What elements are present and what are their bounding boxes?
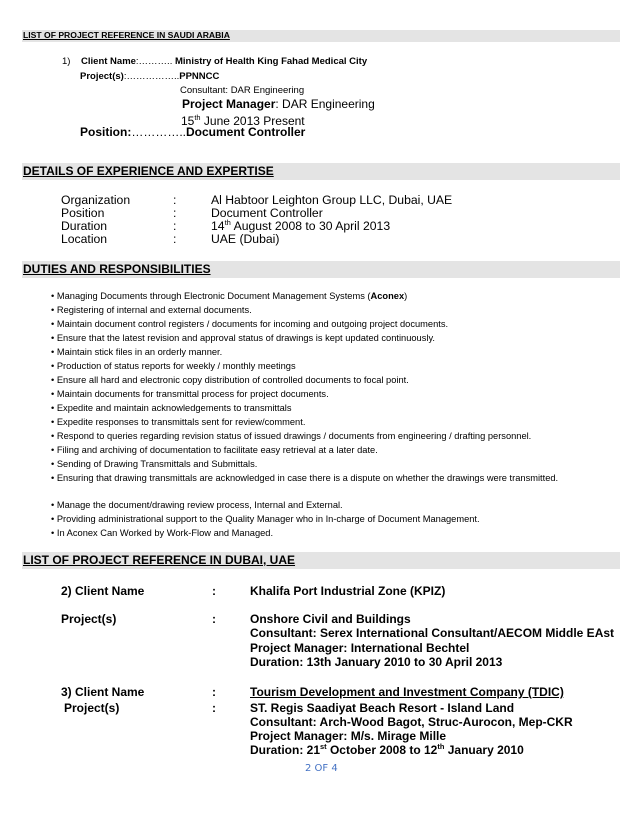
duty-text: Ensure that the latest revision and approval status of drawings is kept updated continuously. bbox=[56, 333, 435, 343]
duty-text: Production of status reports for weekly / monthly meetings bbox=[56, 361, 296, 371]
p2-project-colon: : bbox=[212, 612, 216, 626]
project-label: Project(s) bbox=[80, 71, 124, 82]
date-day: 15 bbox=[181, 114, 195, 128]
date-rest: June 2013 Present bbox=[200, 114, 305, 128]
bullet-icon: • bbox=[51, 375, 55, 385]
duration-day: 14 bbox=[211, 219, 225, 233]
duty-text: Providing administrational support to the Quality Manager who in In-charge of Document Management. bbox=[56, 514, 480, 524]
bullet-icon: • bbox=[51, 528, 55, 538]
duration-suffix: th bbox=[437, 742, 445, 751]
p2-project-label: Project(s) bbox=[61, 612, 117, 626]
bullet-icon: • bbox=[51, 361, 55, 371]
bullet-icon: • bbox=[51, 417, 55, 427]
duty-item bbox=[51, 332, 611, 346]
duty-text: Registering of internal and external documents. bbox=[56, 305, 252, 315]
p3-project-label: Project(s) bbox=[64, 701, 120, 715]
duty-item bbox=[51, 513, 611, 527]
row-value: Document Controller bbox=[211, 206, 323, 220]
duty-text: Maintain document control registers / documents for incoming and outgoing project documents. bbox=[56, 319, 449, 329]
duties-heading: DUTIES AND RESPONSIBILITIES bbox=[23, 262, 211, 276]
project-dots: :…………….. bbox=[123, 71, 180, 82]
duty-item bbox=[51, 458, 611, 472]
duty-text: Respond to queries regarding revision status of issued drawings / documents from engineering / drafting personnel. bbox=[56, 431, 532, 441]
bullet-icon: • bbox=[51, 500, 55, 510]
duty-item bbox=[51, 402, 611, 416]
duty-text: Maintain documents for transmittal process for project documents. bbox=[56, 389, 329, 399]
duty-item bbox=[51, 360, 611, 374]
p3-client-label: 3) Client Name bbox=[61, 685, 145, 699]
pm-value: : DAR Engineering bbox=[275, 97, 375, 111]
project-value: PPNNCC bbox=[179, 71, 220, 82]
duty-text: Manage the document/drawing review process, Internal and External. bbox=[56, 500, 343, 510]
duty-item bbox=[51, 472, 611, 486]
dubai-heading: LIST OF PROJECT REFERENCE IN DUBAI, UAE bbox=[23, 553, 296, 567]
position-line bbox=[80, 125, 305, 139]
bullet-icon: • bbox=[51, 389, 55, 399]
row-label: Location bbox=[61, 232, 108, 246]
p2-consultant-line: Consultant: Serex International Consultant/AECOM Middle EAst bbox=[250, 626, 615, 640]
row-label: Duration bbox=[61, 219, 108, 233]
bullet-icon: • bbox=[51, 431, 55, 441]
duration-mid: October 2008 to 12 bbox=[326, 743, 438, 757]
duty-item bbox=[51, 527, 611, 541]
bullet-icon: • bbox=[51, 403, 55, 413]
bullet-icon: • bbox=[51, 473, 55, 483]
duty-item bbox=[51, 444, 611, 458]
bullet-icon: • bbox=[51, 305, 55, 315]
consultant-line: Consultant: DAR Engineering bbox=[180, 85, 305, 96]
bullet-icon: • bbox=[51, 333, 55, 343]
duration-suffix: th bbox=[224, 217, 231, 227]
p2-duration-line: Duration: 13th January 2010 to 30 April 2013 bbox=[250, 655, 503, 669]
bullet-icon: • bbox=[51, 459, 55, 469]
duration-rest: August 2008 to 30 April 2013 bbox=[230, 219, 391, 233]
row-colon: : bbox=[173, 232, 177, 246]
client-dots: :……….. bbox=[135, 56, 173, 67]
saudi-heading: LIST OF PROJECT REFERENCE IN SAUDI ARABIA bbox=[23, 30, 230, 40]
p2-project-line: Onshore Civil and Buildings bbox=[250, 612, 411, 626]
row-colon: : bbox=[173, 219, 177, 233]
position-value: Document Controller bbox=[186, 125, 306, 139]
row-value bbox=[211, 219, 390, 233]
duty-item bbox=[51, 416, 611, 430]
duty-text: Expedite responses to transmittals sent for review/comment. bbox=[56, 417, 306, 427]
p2-client-value: Khalifa Port Industrial Zone (KPIZ) bbox=[250, 584, 446, 598]
client-label: Client Name bbox=[81, 56, 136, 67]
row-colon: : bbox=[173, 206, 177, 220]
duty-text: Sending of Drawing Transmittals and Submittals. bbox=[56, 459, 258, 469]
bullet-icon: • bbox=[51, 347, 55, 357]
p3-consultant-line: Consultant: Arch-Wood Bagot, Struc-Aurocon, Mep-CKR bbox=[250, 715, 573, 729]
position-label: Position: bbox=[80, 125, 132, 139]
bullet-icon: • bbox=[51, 319, 55, 329]
page-number: 2 OF 4 bbox=[305, 763, 338, 774]
p3-client-value: Tourism Development and Investment Company (TDIC) bbox=[250, 685, 564, 699]
experience-heading: DETAILS OF EXPERIENCE AND EXPERTISE bbox=[23, 164, 274, 178]
date-suffix: th bbox=[194, 113, 201, 122]
duty-text-end: ) bbox=[404, 291, 408, 301]
row-colon: : bbox=[173, 193, 177, 207]
duty-item bbox=[51, 290, 611, 304]
duty-item bbox=[51, 304, 611, 318]
duty-text: Ensure all hard and electronic copy distribution of controlled documents to focal point. bbox=[56, 375, 409, 385]
aconex-label: Aconex bbox=[370, 291, 405, 301]
duration-suffix: st bbox=[320, 742, 327, 751]
p3-project-colon: : bbox=[212, 701, 216, 715]
duty-item bbox=[51, 318, 611, 332]
duty-item bbox=[51, 346, 611, 360]
duty-item bbox=[51, 374, 611, 388]
saudi-client-line bbox=[62, 56, 367, 67]
duration-start: Duration: 21 bbox=[250, 743, 321, 757]
duty-item bbox=[51, 499, 611, 513]
p3-project-line: ST. Regis Saadiyat Beach Resort - Island Land bbox=[250, 701, 515, 715]
duty-item bbox=[51, 430, 611, 444]
duty-text: In Aconex Can Worked by Work-Flow and Managed. bbox=[56, 528, 274, 538]
row-value: Al Habtoor Leighton Group LLC, Dubai, UAE bbox=[211, 193, 453, 207]
duty-text: Maintain stick files in an orderly manner. bbox=[56, 347, 223, 357]
bullet-icon: • bbox=[51, 291, 55, 301]
duration-end: January 2010 bbox=[444, 743, 524, 757]
bullet-icon: • bbox=[51, 514, 55, 524]
project-manager-line bbox=[182, 97, 375, 111]
pm-label: Project Manager bbox=[182, 97, 276, 111]
client-value: Ministry of Health King Fahad Medical City bbox=[174, 56, 368, 67]
p3-pm-line: Project Manager: M/s. Mirage Mille bbox=[250, 729, 447, 743]
saudi-project-line bbox=[80, 71, 219, 82]
row-label: Organization bbox=[61, 193, 131, 207]
p2-client-colon: : bbox=[212, 584, 216, 598]
position-dots: ………….. bbox=[131, 125, 186, 139]
p3-duration-line bbox=[250, 743, 524, 757]
p2-client-label: 2) Client Name bbox=[61, 584, 145, 598]
row-value: UAE (Dubai) bbox=[211, 232, 280, 246]
item-number: 1) bbox=[62, 56, 71, 67]
p2-pm-line: Project Manager: International Bechtel bbox=[250, 641, 470, 655]
duty-text: Filing and archiving of documentation to facilitate easy retrieval at a later date. bbox=[56, 445, 378, 455]
p3-client-colon: : bbox=[212, 685, 216, 699]
bullet-icon: • bbox=[51, 445, 55, 455]
duty-text: Ensuring that drawing transmittals are acknowledged in case there is a dispute on whether the drawings were transmitted. bbox=[56, 473, 559, 483]
row-label: Position bbox=[61, 206, 105, 220]
duty-text: Managing Documents through Electronic Document Management Systems ( bbox=[56, 291, 371, 301]
duty-text: Expedite and maintain acknowledgements to transmittals bbox=[56, 403, 292, 413]
duty-item bbox=[51, 388, 611, 402]
